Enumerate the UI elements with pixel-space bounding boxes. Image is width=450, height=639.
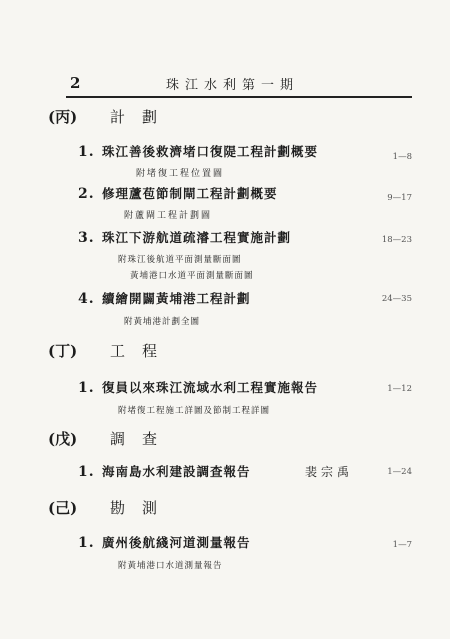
section-title-char: 查 <box>142 430 158 448</box>
page-header <box>70 72 410 94</box>
section-label: (丙) <box>48 108 78 126</box>
toc-entry[interactable] <box>78 462 408 480</box>
entry-appendix: 附珠江後航道平面測量斷面圖 <box>118 255 242 265</box>
entry-author: 裴宗禹 <box>305 465 354 479</box>
section-title-char: 工 <box>110 342 126 360</box>
section-title-char: 勘 <box>110 499 126 517</box>
entry-title: 廣州後航綫河道測量報告 <box>101 535 251 550</box>
page-number: 2 <box>70 74 81 92</box>
section-title-char: 劃 <box>142 108 158 126</box>
running-title: 珠江水利第一期 <box>166 78 300 93</box>
section-heading-ji <box>48 497 158 518</box>
section-heading-ding <box>48 340 158 361</box>
section-label: (己) <box>48 499 78 517</box>
section-title-char: 程 <box>142 342 158 360</box>
entry-number: 1. <box>78 380 95 396</box>
entry-pages: 1—24 <box>387 467 412 477</box>
section-label: (丁) <box>48 342 78 360</box>
toc-entry[interactable] <box>78 533 408 571</box>
entry-appendix: 黃埔港口水道平面測量斷面圖 <box>130 271 254 281</box>
entry-pages: 1—12 <box>387 384 412 394</box>
entry-number: 1. <box>78 535 95 551</box>
entry-pages: 1—7 <box>392 540 412 550</box>
section-heading-wu <box>48 428 158 449</box>
entry-pages: 18—23 <box>381 235 412 245</box>
header-rule <box>66 96 412 98</box>
entry-appendix: 附黃埔港口水道測量報告 <box>118 561 223 571</box>
entry-title: 復員以來珠江流域水利工程實施報告 <box>101 380 318 395</box>
toc-entry[interactable] <box>78 142 408 179</box>
entry-pages: 24—35 <box>381 294 412 304</box>
entry-number: 2. <box>78 186 95 202</box>
toc-entry[interactable] <box>78 184 408 221</box>
toc-entry[interactable] <box>78 289 408 327</box>
section-label: (戊) <box>48 430 78 448</box>
entry-number: 1. <box>78 464 95 480</box>
entry-title: 續繪開闢黃埔港工程計劃 <box>101 291 251 306</box>
section-title-char: 測 <box>142 499 158 517</box>
section-title-char: 調 <box>110 430 126 448</box>
section-heading-bing <box>48 106 158 127</box>
entry-number: 3. <box>78 230 95 246</box>
section-title-char: 計 <box>110 108 126 126</box>
entry-number: 4. <box>78 291 95 307</box>
entry-title: 海南島水利建設調查報告 <box>101 464 251 479</box>
entry-appendix: 附堵復工程施工詳圖及節制工程詳圖 <box>118 406 271 416</box>
entry-number: 1. <box>78 144 95 160</box>
entry-title: 珠江善後救濟堵口復隄工程計劃概要 <box>101 144 318 159</box>
toc-entry[interactable] <box>78 228 408 281</box>
entry-title: 珠江下游航道疏濬工程實施計劃 <box>101 230 291 245</box>
entry-pages: 1—8 <box>392 152 412 162</box>
toc-entry[interactable] <box>78 378 408 416</box>
entry-pages: 9—17 <box>387 193 412 203</box>
entry-appendix: 附黃埔港計劃全圖 <box>124 317 201 327</box>
entry-appendix: 附蘆閘工程計劃圖 <box>124 211 213 221</box>
entry-appendix: 附堵復工程位置圖 <box>136 169 225 179</box>
entry-title: 修理蘆苞節制閘工程計劃概要 <box>101 186 278 201</box>
